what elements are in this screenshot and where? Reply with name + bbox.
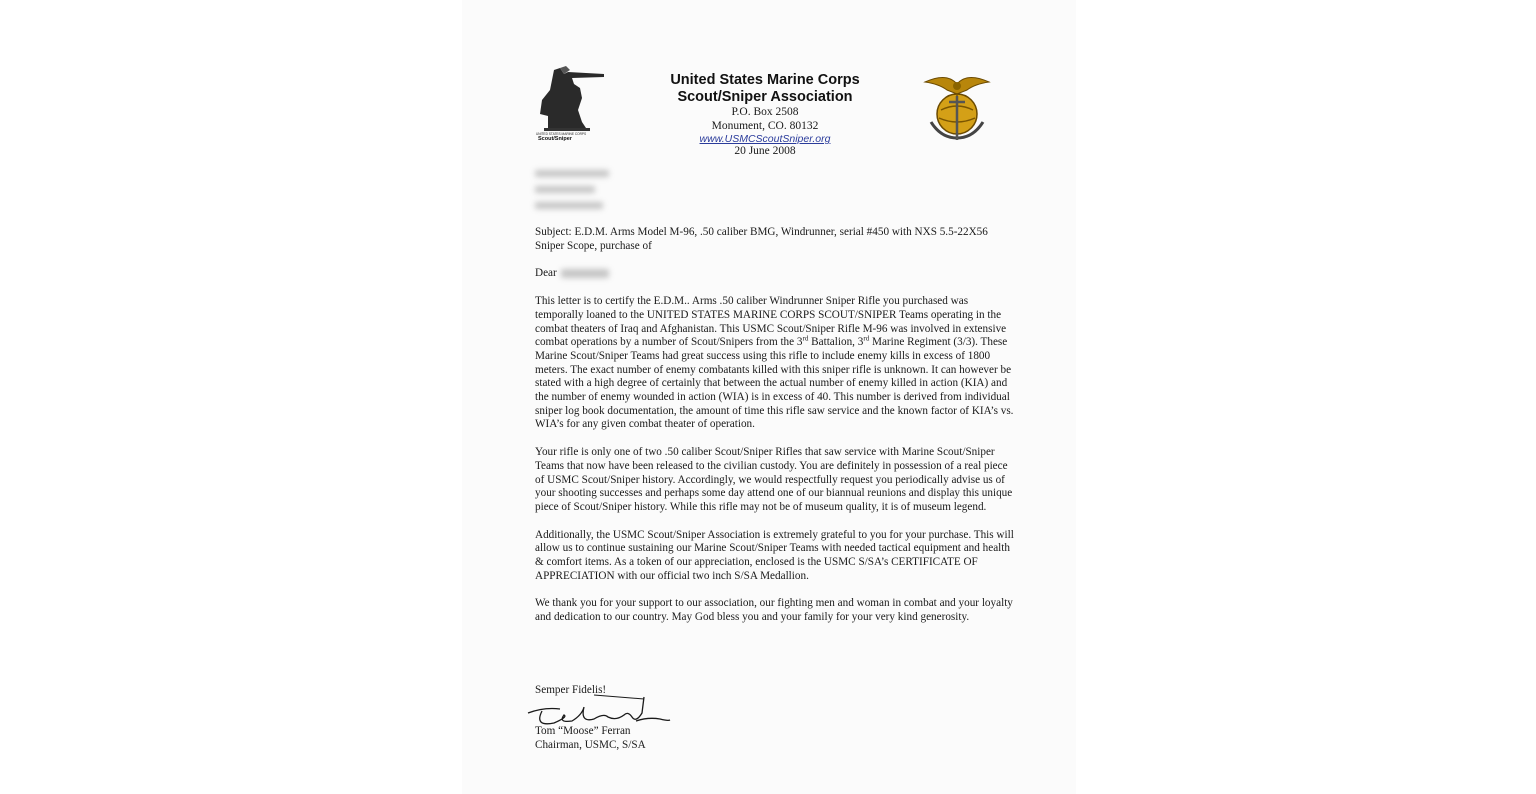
eagle-globe-anchor-emblem xyxy=(917,72,997,142)
signer-block xyxy=(535,725,646,752)
po-box: P.O. Box 2508 xyxy=(731,106,799,118)
paragraph-2: Your rifle is only one of two .50 caliber Scout/Sniper Rifles that saw service with Marine Scout/Sniper Teams that now have been released to the civilian custody. You are definitely in possession of a real piece of USMC Scout/Sniper history. Accordingly, we would respectfully request you periodically advise us of your shooting successes and perhaps some day attend one of our biannual reunions and display this unique piece of Scout/Sniper history. While this rifle may not be of museum quality, it is of museum legend. xyxy=(535,446,1013,513)
paragraph-3: Additionally, the USMC Scout/Sniper Association is extremely grateful to you for your purchase. This will allow us to continue sustaining our Marine Scout/Sniper Teams with needed tactical equipment and health & comfort items. As a token of our appreciation, enclosed is the USMC S/SA’s CERTIFICATE OF APPRECIATION with our official two inch S/SA Medallion. xyxy=(535,528,1014,582)
superscript-rd: rd xyxy=(863,334,870,343)
recipient-address-redacted xyxy=(535,170,609,218)
paragraph-4: We thank you for your support to our association, our fighting men and woman in combat and your loyalty and dedication to our country. May God bless you and your family for your very kind generosity. xyxy=(535,597,1013,624)
redacted-line xyxy=(535,186,595,193)
redacted-line xyxy=(535,202,603,209)
sniper-silhouette-logo xyxy=(530,64,610,142)
paragraph-1-part-c: Marine Regiment (3/3). These Marine Scout/Sniper Teams had great success using this rifle to include enemy kills in excess of 1800 meters. The exact number of enemy combatants killed with this sniper rifle is unknown. It can however be stated with a high degree of certainly that between the actual number of enemy killed in action (KIA) and the number of enemy wounded in action (WIA) is in excess of 40. This number is derived from individual sniper log book documentation, the amount of time this rifle saw service and the known factor of KIA’s vs. WIA’s for any given combat theater of operation. xyxy=(535,336,1014,431)
salutation-text: Dear xyxy=(535,267,557,280)
paragraph-1 xyxy=(535,295,1015,432)
letter-date: 20 June 2008 xyxy=(734,145,796,157)
paragraph-1-part-a: This letter is to certify the E.D.M.. Arms .50 caliber Windrunner Sniper Rifle you purchased was temporally loaned to the UNITED STATES MARINE CORPS SCOUT/SNIPER Teams operating in the combat theaters of Iraq and Afghanistan. This USMC Scout/Sniper Rifle M-96 was involved in extensive combat operations by a number of Scout/Snipers from the 3 xyxy=(535,295,1007,349)
closing: Semper Fidelis! xyxy=(535,684,607,696)
organization-block xyxy=(620,72,910,159)
signer-name: Tom “Moose” Ferran xyxy=(535,725,631,737)
org-name-line1: United States Marine Corps xyxy=(670,72,860,88)
letterhead xyxy=(462,64,1076,164)
org-name-line2: Scout/Sniper Association xyxy=(677,89,853,105)
city-address: Monument, CO. 80132 xyxy=(711,119,819,132)
letter-body xyxy=(535,226,1015,639)
salutation xyxy=(535,267,1015,281)
redacted-line xyxy=(535,170,609,177)
redacted-name xyxy=(561,269,609,278)
superscript-rd: rd xyxy=(802,334,809,343)
paragraph-1-part-b: Battalion, 3 xyxy=(808,336,864,349)
subject-line: Subject: E.D.M. Arms Model M-96, .50 caliber BMG, Windrunner, serial #450 with NXS 5.5-22X56 Sniper Scope, purchase of xyxy=(535,226,988,252)
svg-text:UNITED STATES MARINE CORPS: UNITED STATES MARINE CORPS xyxy=(536,132,587,136)
website-link[interactable]: www.USMCScoutSniper.org xyxy=(699,133,831,145)
letter-page xyxy=(462,0,1076,794)
svg-text:Scout/Sniper: Scout/Sniper xyxy=(538,136,572,142)
signer-title: Chairman, USMC, S/SA xyxy=(535,738,646,751)
